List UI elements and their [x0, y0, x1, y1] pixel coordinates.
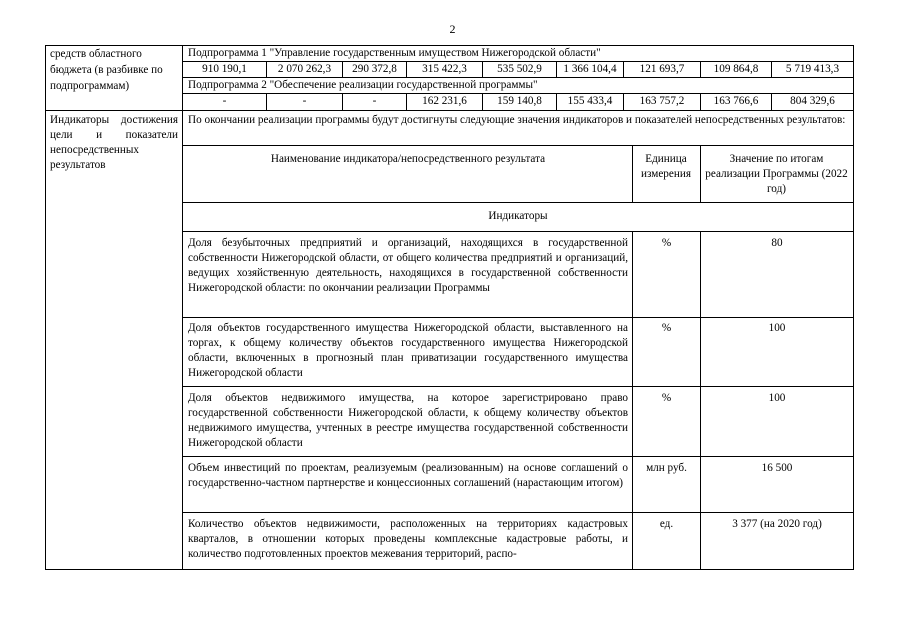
indicator-name: Количество объектов недвижимости, расположенных на территориях кадастровых кварталов, в отношении которых проведены комплексные кадастровые работы, и количество подготовленных проектов межевания территорий, распо- — [188, 518, 628, 560]
header-unit: Единица измерения — [641, 153, 691, 180]
indicator-value: 80 — [771, 237, 783, 249]
value-cell: 121 693,7 — [639, 63, 685, 75]
value-cell: 535 502,9 — [497, 63, 542, 75]
value-cell: 5 719 413,3 — [785, 63, 840, 75]
indicator-value: 100 — [768, 322, 786, 334]
indicator-value: 16 500 — [761, 462, 793, 474]
indicator-unit: % — [661, 237, 672, 249]
indicators-row-label: Индикаторы достижения цели и показатели непосредственных результатов — [50, 114, 178, 171]
header-value: Значение по итогам реализации Программы (2022 год) — [705, 153, 848, 195]
value-cell: 109 864,8 — [713, 63, 759, 75]
value-cell: 2 070 262,3 — [277, 63, 332, 75]
header-indicator-name: Наименование индикатора/непосредственного результата — [270, 153, 546, 165]
value-cell: 804 329,6 — [790, 95, 835, 107]
value-cell: 315 422,3 — [422, 63, 467, 75]
indicators-intro: По окончании реализации программы будут достигнуты следующие значения индикаторов и показателей непосредственных результатов: — [188, 114, 846, 126]
value-cell: 162 231,6 — [422, 95, 467, 107]
indicator-unit: % — [661, 392, 672, 404]
indicator-name: Доля безубыточных предприятий и организаций, находящихся в государственной собственности Нижегородской области, от общего количества предприятий и организаций, ведущих хозяйственную деятельность, находящихся в государственной собственности Нижегородской области: по окончании реализации Программы — [188, 237, 628, 294]
value-cell: - — [222, 95, 227, 107]
indicator-value: 100 — [768, 392, 786, 404]
value-cell: 910 190,1 — [202, 63, 247, 75]
subprogram-2-title: Подпрограмма 2 "Обеспечение реализации государственной программы" — [188, 79, 538, 91]
value-cell: 155 433,4 — [567, 95, 613, 107]
page-number: 2 — [449, 22, 456, 36]
indicator-unit: млн руб. — [646, 462, 687, 474]
value-cell: - — [372, 95, 377, 107]
value-cell: - — [302, 95, 307, 107]
indicator-value: 3 377 (на 2020 год) — [732, 518, 822, 530]
finance-row-label: средств областного бюджета (в разбивке по подпрограммам) — [50, 48, 163, 92]
indicator-name: Доля объектов государственного имущества Нижегородской области, выставленного на торгах, к общему количеству объектов государственного имущества Нижегородской области, включенных в прогнозный план приватизации государственного имущества Нижегородской области — [188, 322, 628, 379]
value-cell: 163 766,6 — [713, 95, 759, 107]
indicator-unit: % — [661, 322, 672, 334]
section-title: Индикаторы — [488, 210, 548, 222]
indicator-unit: ед. — [659, 518, 674, 530]
subprogram-1-title: Подпрограмма 1 "Управление государственным имуществом Нижегородской области" — [188, 47, 601, 59]
value-cell: 159 140,8 — [497, 95, 542, 107]
indicator-name: Доля объектов недвижимого имущества, на которое зарегистрировано право государственной собственности Нижегородской области, к общему количеству объектов недвижимого имущества, учтенных в реестре имущества государственной собственности Нижегородской области — [188, 392, 628, 449]
value-cell: 290 372,8 — [352, 63, 397, 75]
indicator-name: Объем инвестиций по проектам, реализуемым (реализованным) на основе соглашений о государственно-частном партнерстве и концессионных соглашений (нарастающим итогом) — [188, 462, 628, 489]
value-cell: 1 366 104,4 — [563, 63, 617, 75]
value-cell: 163 757,2 — [639, 95, 685, 107]
